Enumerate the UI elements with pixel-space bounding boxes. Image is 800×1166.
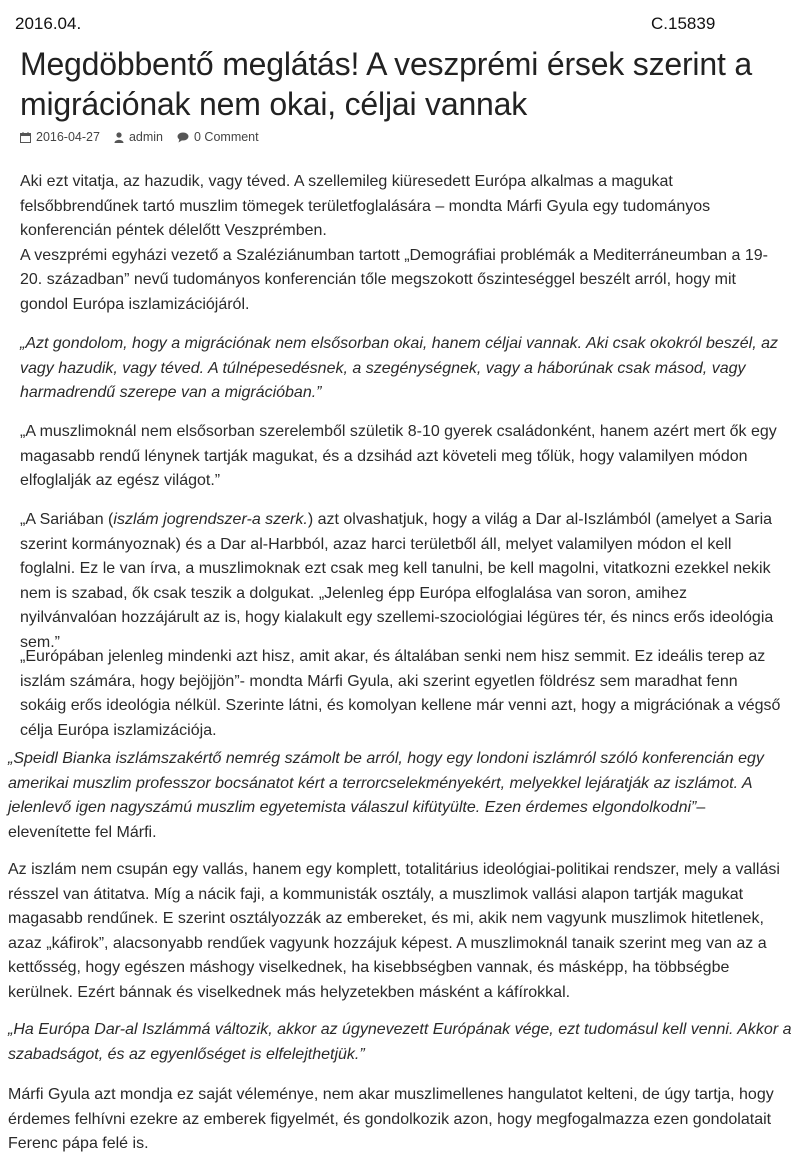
paragraph-4-start: „A Sariában (	[20, 511, 114, 528]
article-meta	[20, 130, 273, 144]
intro-paragraph-2: A veszprémi egyházi vezető a Szaléziánumban tartott „Demográfiai problémák a Mediterráneumban a 19-20. században” nevű tudományos konferencián tőle megszokott őszinteséggel beszélt arról, hogy mit gondol Európa iszlamizációjáról.	[20, 246, 768, 313]
paragraph-4	[20, 508, 788, 655]
meta-date-text: 2016-04-27	[36, 130, 100, 144]
intro-section	[20, 170, 788, 317]
comment-icon	[177, 132, 189, 143]
meta-comments-text: 0 Comment	[194, 130, 259, 144]
meta-author-text: admin	[128, 130, 163, 144]
paragraph-4-editor-note: iszlám jogrendszer-a szerk.	[113, 511, 308, 528]
calendar-icon	[20, 132, 31, 143]
paragraph-3: „A muszlimoknál nem elsősorban szerelemből születik 8-10 gyerek családonként, hanem azért mert ők egy magasabb rendű lénynek tartják magukat, és a dzsihád azt követeli meg tőlük, hogy valamilyen módon elfoglalják az egész világot.”	[20, 423, 777, 489]
paragraph-5: „Európában jelenleg mindenki azt hisz, amit akar, és általában senki nem hisz semmit. Ez ideális terep az iszlám számára, hogy bejöjjön”- mondta Márfi Gyula, aki szerint egyetlen földrész sem maradhat fenn sokáig erős ideológia nélkül. Szerinte látni, és komolyan kellene már venni azt, hogy a migrációnak a végső célja Európa iszlamizációja.	[20, 648, 781, 739]
quote-paragraph-3: „Ha Európa Dar-al Iszlámmá változik, akkor az úgynevezett Európának vége, ezt tudomásul kell venni. Akkor a szabadságot, és az egyenlőséget is elfelejthetjük.”	[8, 1021, 792, 1063]
paragraph-4-rest: ) azt olvashatjuk, hogy a világ a Dar al-Iszlámból (amelyet a Saria szerint kormányoznak) és a Dar al-Harbból, azaz harci területből áll, melyet valamilyen módon el kell foglalni. Ez le van írva, a muszlimoknak ezt csak meg kell tanulni, be kell magolni, vitatkozni ezekkel nekik nem is szabad, ők csak teszik a dolgukat. „Jelenleg épp Európa elfoglalása van soron, amihez nyilvánvalóan hozzájárult az is, hogy kialakult egy szellemi-szociológiai légüres tér, és nincs erős ideológia sem.”	[20, 511, 774, 651]
intro-paragraph-1: Aki ezt vitatja, az hazudik, vagy téved. A szellemileg kiüresedett Európa alkalmas a magukat felsőbbrendűnek tartó muszlim tömegek területfoglalására – mondta Márfi Gyula egy tudományos konferencián péntek délelőtt Veszprémben.	[20, 173, 711, 239]
user-icon	[114, 132, 124, 143]
clipping-code: C.15839	[651, 14, 716, 33]
meta-comments[interactable]	[177, 130, 259, 144]
paragraph-7: Az iszlám nem csupán egy vallás, hanem egy komplett, totalitárius ideológiai-politikai rendszer, mely a vallási résszel van átitatva. Míg a nácik faji, a kommunisták osztály, a muszlimok vallási alapon tartják magukat magasabb rendűnek. E szerint osztályozzák az embereket, és mi, akik nem vagyunk muszlimok hitetlenek, azaz „káfirok”, alacsonyabb rendűek vagyunk hozzájuk képest. A muszlimoknál tanaik szerint meg van az a kettősség, hogy egészen máshogy viselkednek, ha kisebbségben vannak, és másképp, ha többségbe kerülnek. Ezért bánnak és viselkednek más helyzetekben másként a káfírokkal.	[8, 861, 780, 1001]
meta-author[interactable]	[114, 130, 163, 144]
paragraph-6	[8, 747, 792, 845]
quote-paragraph-2: „Speidl Bianka iszlámszakértő nemrég számolt be arról, hogy egy londoni iszlámról szóló konferencián egy amerikai muszlim professzor bocsánatot kért a terrorcselekményekért, melyekkel lejáratják az iszlámot. A jelenlevő igen nagyszámú muszlim egyetemista válaszul kifütyülte. Ezen érdemes elgondolkodni”	[8, 750, 764, 816]
paragraph-9: Márfi Gyula azt mondja ez saját véleménye, nem akar muszlimellenes hangulatot kelteni, de úgy tartja, hogy érdemes felhívni ezekre az emberek figyelmét, és gondolkozik azon, hogy megfogalmazza ezen gondolatait Ferenc pápa felé is.	[8, 1086, 774, 1152]
clipping-date: 2016.04.	[15, 14, 82, 33]
meta-date[interactable]	[20, 130, 100, 144]
article-title[interactable]: Megdöbbentő meglátás! A veszprémi érsek szerint a migrációnak nem okai, céljai vannak	[20, 46, 752, 122]
quote-paragraph-1: „Azt gondolom, hogy a migrációnak nem elsősorban okai, hanem céljai vannak. Aki csak okokról beszél, az vagy hazudik, vagy téved. A túlnépesedésnek, a szegénységnek, vagy a háborúnak csak másod, vagy harmadrendű szerepe van a migrációban.”	[20, 335, 779, 401]
quote-paragraph-2-attribution: – elevenítette fel Márfi.	[8, 799, 706, 841]
